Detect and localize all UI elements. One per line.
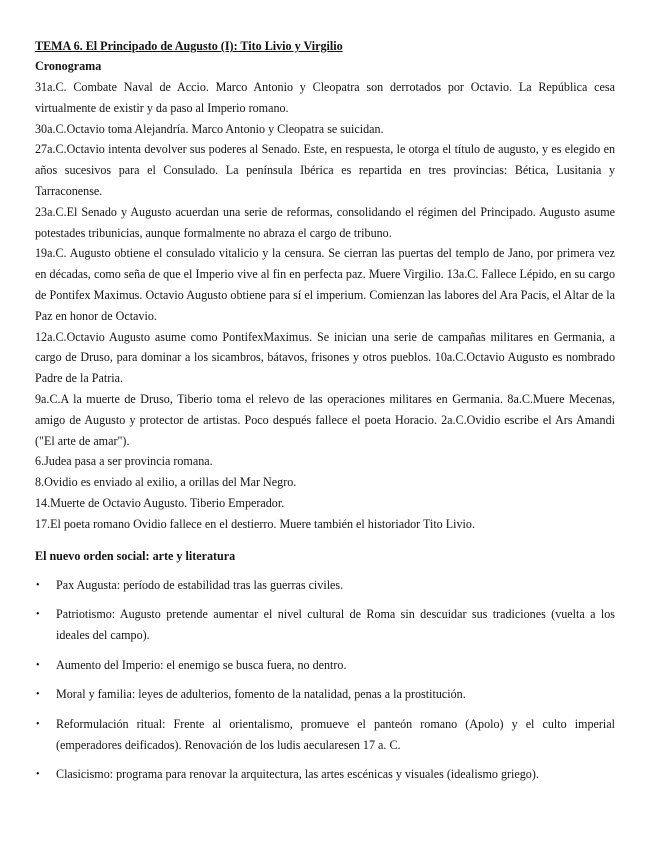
chronogram-list bbox=[35, 77, 615, 535]
bullet-item bbox=[35, 575, 615, 596]
bullet-text: Pax Augusta: período de estabilidad tras las guerras civiles. bbox=[56, 577, 344, 592]
document-title: TEMA 6. El Principado de Augusto (I): Tito Livio y Virgilio bbox=[35, 39, 343, 53]
bullet-text: Moral y familia: leyes de adulterios, fomento de la natalidad, penas a la prostitución. bbox=[56, 687, 466, 702]
bullet-dot-icon: • bbox=[36, 579, 40, 591]
bullet-item bbox=[35, 764, 615, 785]
chronogram-entry: 14.Muerte de Octavio Augusto. Tiberio Emperador. bbox=[35, 495, 285, 510]
chronogram-entry: 27a.C.Octavio intenta devolver sus poderes al Senado. Este, en respuesta, le otorga el título de augusto, y es elegido en años sucesivos para el Consulado. La península Ibérica es repartida en tres provincias: Bética, Lusitania y Tarraconense. bbox=[35, 142, 615, 198]
chronogram-entry: 30a.C.Octavio toma Alejandría. Marco Antonio y Cleopatra se suicidan. bbox=[35, 121, 384, 136]
bullet-item bbox=[35, 655, 615, 676]
chronogram-entry: 31a.C. Combate Naval de Accio. Marco Antonio y Cleopatra son derrotados por Octavio. La República cesa virtualmente de existir y da paso al Imperio romano. bbox=[35, 80, 615, 115]
bullet-text: Aumento del Imperio: el enemigo se busca fuera, no dentro. bbox=[56, 657, 347, 672]
bullet-dot-icon: • bbox=[36, 609, 40, 621]
bullet-text: Patriotismo: Augusto pretende aumentar el nivel cultural de Roma sin descuidar sus tradiciones (vuelta a los ideales del campo). bbox=[56, 607, 615, 643]
chronogram-entry: 23a.C.El Senado y Augusto acuerdan una serie de reformas, consolidando el régimen del Principado. Augusto asume potestades tribunicias, aunque formalmente no abraza el cargo de tribuno. bbox=[35, 204, 615, 240]
chronogram-entry: 17.El poeta romano Ovidio fallece en el destierro. Muere también el historiador Tito Livio. bbox=[35, 516, 475, 531]
chronogram-entry: 6.Judea pasa a ser provincia romana. bbox=[35, 454, 213, 469]
bullet-dot-icon: • bbox=[36, 689, 40, 701]
bullet-dot-icon: • bbox=[36, 718, 40, 730]
bullet-text: Clasicismo: programa para renovar la arquitectura, las artes escénicas y visuales (idealismo griego). bbox=[56, 767, 539, 782]
bullet-dot-icon: • bbox=[36, 769, 40, 781]
bullet-text: Reformulación ritual: Frente al orientalismo, promueve el panteón romano (Apolo) y el culto imperial (emperadores deificados). Renovación de los ludis aecularesen 17 a. C. bbox=[56, 716, 615, 752]
bullet-item bbox=[35, 714, 615, 756]
section-heading: El nuevo orden social: arte y literatura bbox=[35, 548, 236, 563]
chronogram-heading: Cronograma bbox=[35, 59, 102, 73]
bullet-dot-icon: • bbox=[36, 659, 40, 671]
chronogram-entry: 12a.C.Octavio Augusto asume como PontifexMaximus. Se inician una serie de campañas militares en Germania, a cargo de Druso, para dominar a los sicambros, bátavos, frisones y otros pueblos. 10a.C.Octavio Augusto es nombrado Padre de la Patria. bbox=[35, 329, 615, 386]
chronogram-entry: 9a.C.A la muerte de Druso, Tiberio toma el relevo de las operaciones militares en Germania. 8a.C.Muere Mecenas, amigo de Augusto y protector de artistas. Poco después fallece el poeta Horacio. 2a.C.Ovidio escribe el Ars Amandi ("El arte de amar"). bbox=[35, 391, 615, 448]
chronogram-entry: 8.Ovidio es enviado al exilio, a orillas del Mar Negro. bbox=[35, 475, 297, 490]
bullet-item bbox=[35, 684, 615, 705]
chronogram-entry: 19a.C. Augusto obtiene el consulado vitalicio y la censura. Se cierran las puertas del templo de Jano, por primera vez en décadas, como seña de que el Imperio vive al fin en perfecta paz. Muere Virgilio. 13a.C. Fallece Lépido, en su cargo de Pontifex Maximus. Octavio Augusto obtiene para sí el imperium. Comienzan las labores del Ara Pacis, el Altar de la Paz en honor de Octavio. bbox=[35, 246, 615, 323]
bullet-list bbox=[35, 575, 615, 786]
bullet-item bbox=[35, 604, 615, 646]
